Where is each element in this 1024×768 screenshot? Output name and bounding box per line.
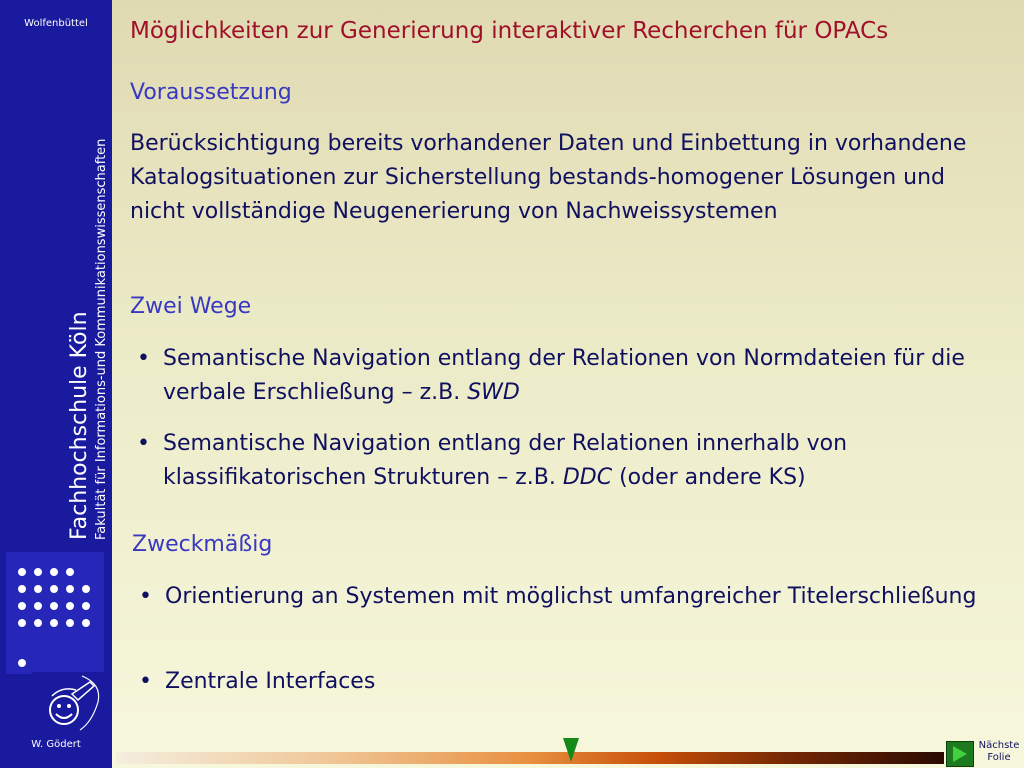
location-label: Wolfenbüttel — [24, 18, 88, 29]
institution-vertical-text — [66, 139, 110, 540]
list-item — [137, 342, 1003, 410]
next-label-line2: Folie — [987, 752, 1011, 763]
bullet-emphasis: DDC — [562, 465, 613, 490]
bullet-icon: • — [137, 431, 150, 456]
heading-voraussetzung: Voraussetzung — [130, 80, 292, 105]
author-label: W. Gödert — [31, 739, 81, 750]
logo-dot — [50, 619, 58, 627]
logo-dot — [18, 602, 26, 610]
institution-name: Fachhochschule Köln — [67, 311, 92, 540]
logo-dot — [50, 602, 58, 610]
next-slide-button[interactable] — [946, 741, 974, 767]
logo-dot — [34, 619, 42, 627]
logo-dot — [18, 585, 26, 593]
logo-dot — [34, 585, 42, 593]
sidebar — [0, 0, 112, 768]
logo-dot — [82, 585, 90, 593]
logo-dot — [34, 602, 42, 610]
progress-marker-icon[interactable] — [563, 738, 579, 762]
logo-dot — [66, 568, 74, 576]
logo-dot — [34, 568, 42, 576]
bullet-text: Zentrale Interfaces — [165, 669, 376, 694]
logo-dot — [18, 619, 26, 627]
faculty-name: Fakultät für Informations-und Kommunikationswissenschaften — [94, 138, 109, 540]
logo-dot — [50, 568, 58, 576]
logo-dot — [18, 568, 26, 576]
heading-zweckmaessig: Zweckmäßig — [132, 532, 273, 557]
heading-zwei-wege: Zwei Wege — [130, 294, 252, 319]
logo-dot — [66, 585, 74, 593]
bullet-emphasis: SWD — [467, 380, 520, 405]
fh-koeln-dot-logo — [6, 552, 104, 674]
progress-bar[interactable] — [116, 752, 944, 764]
logo-dot — [66, 602, 74, 610]
writing-smiley-icon — [32, 672, 112, 734]
logo-dot — [66, 619, 74, 627]
paragraph-voraussetzung: Berücksichtigung bereits vorhandener Daten und Einbettung in vorhandene Katalogsituationen zur Sicherstellung bestands-homogener Lösungen und nicht vollständige Neugenerierung von Nachweissystemen — [130, 131, 967, 224]
list-item — [137, 427, 1003, 495]
bullet-text: Orientierung an Systemen mit möglichst umfangreicher Titelerschließung — [165, 584, 977, 609]
bullet-icon: • — [139, 669, 152, 694]
logo-dot — [82, 602, 90, 610]
next-slide-label[interactable] — [974, 740, 1024, 764]
logo-dot — [50, 585, 58, 593]
bullet-icon: • — [139, 584, 152, 609]
slide-title: Möglichkeiten zur Generierung interaktiver Recherchen für OPACs — [130, 18, 889, 44]
list-item — [139, 580, 985, 614]
logo-dot — [18, 659, 26, 667]
bullet-text: Semantische Navigation entlang der Relationen von Normdateien für die verbale Erschließung – z.B. — [163, 346, 965, 405]
slide-content — [112, 0, 1024, 768]
play-arrow-icon — [953, 746, 967, 762]
bullet-icon: • — [137, 346, 150, 371]
next-label-line1: Nächste — [978, 740, 1020, 751]
bullet-text: Semantische Navigation entlang der Relationen innerhalb von klassifikatorischen Strukturen – z.B. — [163, 431, 848, 490]
logo-dot — [82, 619, 90, 627]
list-item — [139, 665, 985, 699]
bullet-suffix: (oder andere KS) — [612, 465, 806, 490]
